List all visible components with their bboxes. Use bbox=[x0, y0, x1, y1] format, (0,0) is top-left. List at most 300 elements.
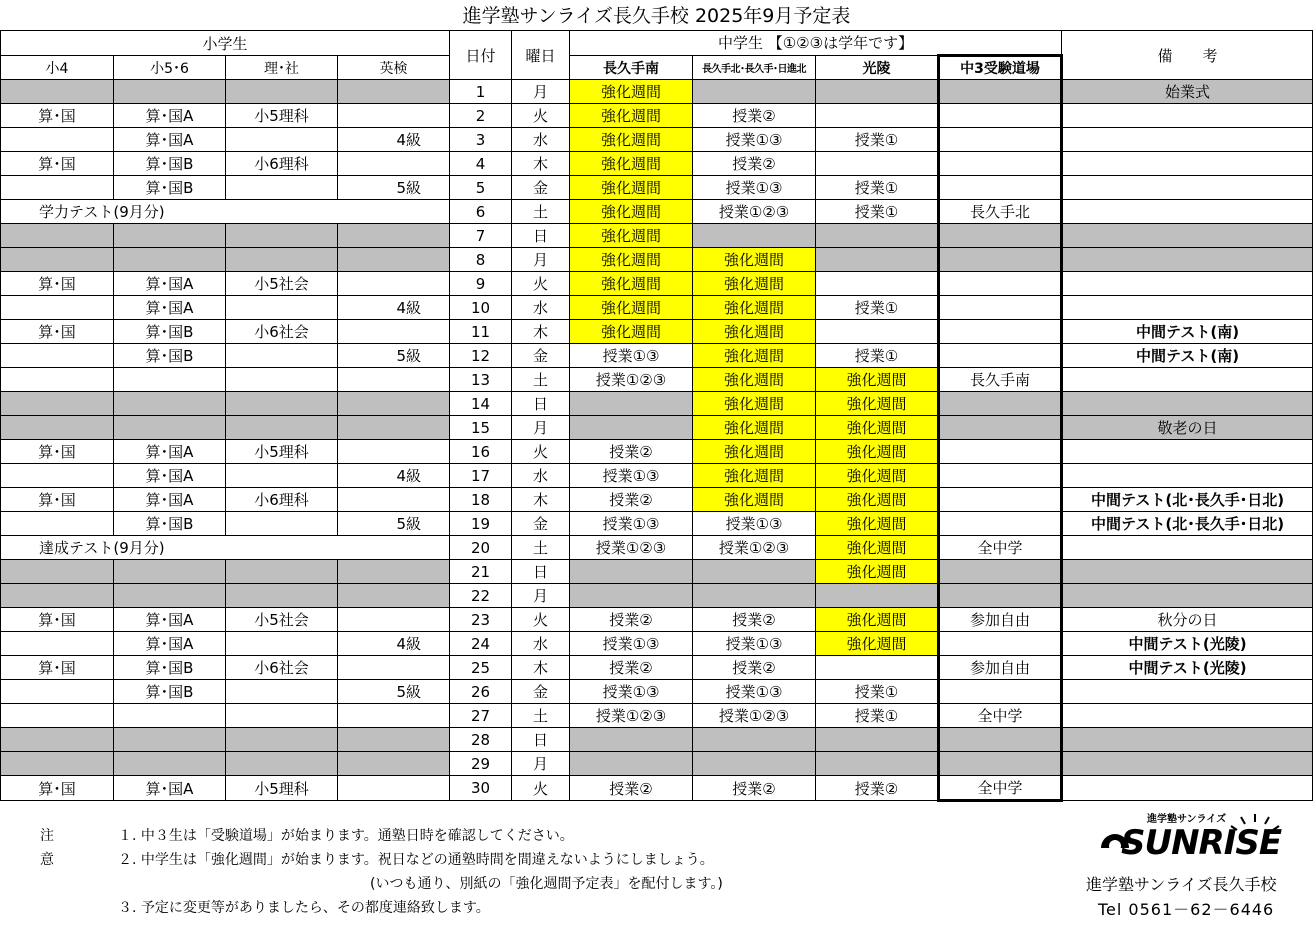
cell-rika-sha bbox=[226, 632, 338, 656]
cell-weekday: 日 bbox=[512, 392, 570, 416]
cell-date: 19 bbox=[450, 512, 512, 536]
cell-minami: 授業② bbox=[570, 488, 693, 512]
cell-kita: 授業② bbox=[693, 776, 816, 801]
cell-dojo bbox=[939, 512, 1062, 536]
cell-koryo: 授業① bbox=[816, 296, 939, 320]
cell-date: 14 bbox=[450, 392, 512, 416]
cell-koryo: 強化週間 bbox=[816, 560, 939, 584]
cell-koryo bbox=[816, 584, 939, 608]
cell-minami: 強化週間 bbox=[570, 200, 693, 224]
cell-sho56: 算･国B bbox=[114, 512, 226, 536]
cell-weekday: 日 bbox=[512, 728, 570, 752]
cell-weekday: 木 bbox=[512, 488, 570, 512]
cell-sho4: 算･国 bbox=[1, 656, 114, 680]
cell-weekday: 土 bbox=[512, 368, 570, 392]
cell-kita: 授業② bbox=[693, 608, 816, 632]
cell-date: 28 bbox=[450, 728, 512, 752]
cell-minami: 授業①②③ bbox=[570, 536, 693, 560]
schedule-row bbox=[1, 128, 1313, 152]
cell-dojo bbox=[939, 680, 1062, 704]
cell-remarks: 始業式 bbox=[1062, 80, 1313, 104]
cell-date: 16 bbox=[450, 440, 512, 464]
cell-date: 7 bbox=[450, 224, 512, 248]
cell-weekday: 金 bbox=[512, 344, 570, 368]
cell-sho56 bbox=[114, 752, 226, 776]
cell-sho4: 算･国 bbox=[1, 104, 114, 128]
cell-dojo bbox=[939, 224, 1062, 248]
cell-dojo bbox=[939, 296, 1062, 320]
cell-kita: 授業①②③ bbox=[693, 704, 816, 728]
cell-sho4 bbox=[1, 224, 114, 248]
cell-dojo bbox=[939, 488, 1062, 512]
header-date: 日付 bbox=[450, 31, 512, 80]
cell-kita: 強化週間 bbox=[693, 296, 816, 320]
cell-weekday: 火 bbox=[512, 104, 570, 128]
cell-date: 4 bbox=[450, 152, 512, 176]
cell-weekday: 日 bbox=[512, 224, 570, 248]
cell-eiken bbox=[338, 152, 450, 176]
cell-rika-sha bbox=[226, 296, 338, 320]
cell-date: 26 bbox=[450, 680, 512, 704]
cell-date: 13 bbox=[450, 368, 512, 392]
cell-kita: 強化週間 bbox=[693, 464, 816, 488]
cell-koryo: 強化週間 bbox=[816, 440, 939, 464]
cell-sho4 bbox=[1, 632, 114, 656]
cell-kita: 強化週間 bbox=[693, 368, 816, 392]
cell-eiken bbox=[338, 272, 450, 296]
cell-dojo: 長久手南 bbox=[939, 368, 1062, 392]
cell-weekday: 火 bbox=[512, 440, 570, 464]
cell-sho56 bbox=[114, 248, 226, 272]
cell-remarks bbox=[1062, 680, 1313, 704]
cell-eiken bbox=[338, 728, 450, 752]
cell-remarks: 中間テスト(光陵) bbox=[1062, 632, 1313, 656]
cell-remarks bbox=[1062, 464, 1313, 488]
cell-rika-sha: 小6社会 bbox=[226, 320, 338, 344]
cell-sho56: 算･国A bbox=[114, 440, 226, 464]
cell-dojo: 全中学 bbox=[939, 704, 1062, 728]
cell-dojo bbox=[939, 464, 1062, 488]
cell-dojo bbox=[939, 248, 1062, 272]
cell-weekday: 月 bbox=[512, 248, 570, 272]
cell-kita bbox=[693, 584, 816, 608]
cell-eiken bbox=[338, 416, 450, 440]
schedule-row bbox=[1, 176, 1313, 200]
cell-remarks bbox=[1062, 536, 1313, 560]
cell-sho4 bbox=[1, 344, 114, 368]
note-line-2: ２. 中学生は「強化週間」が始まります。祝日などの通塾時間を間違えないようにしましょう。 bbox=[118, 852, 714, 868]
cell-rika-sha bbox=[226, 416, 338, 440]
cell-sho4 bbox=[1, 368, 114, 392]
cell-eiken bbox=[338, 584, 450, 608]
cell-minami: 強化週間 bbox=[570, 248, 693, 272]
cell-sho56 bbox=[114, 728, 226, 752]
cell-kita: 授業①③ bbox=[693, 128, 816, 152]
cell-dojo bbox=[939, 176, 1062, 200]
cell-dojo bbox=[939, 560, 1062, 584]
cell-remarks bbox=[1062, 296, 1313, 320]
cell-date: 18 bbox=[450, 488, 512, 512]
cell-dojo: 参加自由 bbox=[939, 608, 1062, 632]
schedule-row bbox=[1, 272, 1313, 296]
cell-sho4: 算･国 bbox=[1, 608, 114, 632]
cell-rika-sha bbox=[226, 464, 338, 488]
cell-dojo: 長久手北 bbox=[939, 200, 1062, 224]
schedule-row bbox=[1, 344, 1313, 368]
cell-rika-sha bbox=[226, 80, 338, 104]
schedule-row bbox=[1, 104, 1313, 128]
cell-minami: 授業①②③ bbox=[570, 368, 693, 392]
cell-sho56: 算･国A bbox=[114, 272, 226, 296]
cell-date: 30 bbox=[450, 776, 512, 801]
cell-sho4: 算･国 bbox=[1, 320, 114, 344]
cell-sho56: 算･国A bbox=[114, 608, 226, 632]
cell-koryo: 強化週間 bbox=[816, 416, 939, 440]
cell-minami: 授業② bbox=[570, 776, 693, 801]
cell-remarks bbox=[1062, 704, 1313, 728]
cell-sho4 bbox=[1, 680, 114, 704]
cell-minami bbox=[570, 584, 693, 608]
cell-koryo bbox=[816, 752, 939, 776]
cell-minami: 強化週間 bbox=[570, 296, 693, 320]
cell-remarks bbox=[1062, 176, 1313, 200]
cell-sho4 bbox=[1, 464, 114, 488]
cell-kita: 強化週間 bbox=[693, 440, 816, 464]
cell-kita: 強化週間 bbox=[693, 344, 816, 368]
cell-eiken bbox=[338, 368, 450, 392]
col-koryo: 光陵 bbox=[816, 56, 939, 80]
cell-eiken bbox=[338, 488, 450, 512]
cell-sho4 bbox=[1, 584, 114, 608]
schedule-row bbox=[1, 296, 1313, 320]
cell-dojo bbox=[939, 152, 1062, 176]
cell-date: 11 bbox=[450, 320, 512, 344]
cell-remarks: 中間テスト(北･長久手･日北) bbox=[1062, 488, 1313, 512]
cell-eiken bbox=[338, 224, 450, 248]
cell-rika-sha bbox=[226, 248, 338, 272]
cell-date: 9 bbox=[450, 272, 512, 296]
cell-rika-sha bbox=[226, 584, 338, 608]
cell-eiken bbox=[338, 104, 450, 128]
schedule-row bbox=[1, 512, 1313, 536]
schedule-row bbox=[1, 464, 1313, 488]
note-line-1: １. 中３生は「受験道場」が始まります。通塾日時を確認してください。 bbox=[118, 828, 574, 844]
cell-eiken bbox=[338, 80, 450, 104]
cell-remarks bbox=[1062, 104, 1313, 128]
cell-remarks bbox=[1062, 560, 1313, 584]
cell-rika-sha bbox=[226, 344, 338, 368]
cell-weekday: 月 bbox=[512, 584, 570, 608]
cell-dojo bbox=[939, 752, 1062, 776]
cell-koryo bbox=[816, 248, 939, 272]
cell-date: 22 bbox=[450, 584, 512, 608]
cell-sho56 bbox=[114, 704, 226, 728]
cell-eiken bbox=[338, 704, 450, 728]
cell-sho4 bbox=[1, 176, 114, 200]
cell-minami: 強化週間 bbox=[570, 320, 693, 344]
cell-koryo: 強化週間 bbox=[816, 464, 939, 488]
header-junior: 中学生 【①②③は学年です】 bbox=[570, 31, 1062, 56]
cell-date: 29 bbox=[450, 752, 512, 776]
notes-label: 注意 bbox=[40, 828, 54, 868]
cell-sho56: 算･国B bbox=[114, 344, 226, 368]
cell-dojo bbox=[939, 80, 1062, 104]
cell-date: 15 bbox=[450, 416, 512, 440]
cell-kita: 強化週間 bbox=[693, 416, 816, 440]
cell-rika-sha bbox=[226, 392, 338, 416]
cell-dojo bbox=[939, 584, 1062, 608]
cell-dojo bbox=[939, 632, 1062, 656]
cell-sho56: 算･国A bbox=[114, 632, 226, 656]
cell-minami: 授業② bbox=[570, 608, 693, 632]
schedule-row bbox=[1, 776, 1313, 801]
cell-kita bbox=[693, 728, 816, 752]
cell-sho4 bbox=[1, 128, 114, 152]
cell-sho4 bbox=[1, 416, 114, 440]
schedule-row bbox=[1, 632, 1313, 656]
cell-weekday: 日 bbox=[512, 560, 570, 584]
cell-sho4: 算･国 bbox=[1, 440, 114, 464]
cell-rika-sha bbox=[226, 512, 338, 536]
cell-rika-sha: 小6理科 bbox=[226, 488, 338, 512]
cell-kita: 授業② bbox=[693, 152, 816, 176]
cell-koryo: 授業① bbox=[816, 344, 939, 368]
cell-weekday: 水 bbox=[512, 296, 570, 320]
cell-remarks: 敬老の日 bbox=[1062, 416, 1313, 440]
cell-eiken bbox=[338, 440, 450, 464]
cell-sho56 bbox=[114, 80, 226, 104]
cell-sho56 bbox=[114, 584, 226, 608]
schedule-row bbox=[1, 488, 1313, 512]
cell-date: 3 bbox=[450, 128, 512, 152]
cell-weekday: 水 bbox=[512, 464, 570, 488]
cell-date: 12 bbox=[450, 344, 512, 368]
cell-sho56: 算･国B bbox=[114, 176, 226, 200]
cell-kita: 授業② bbox=[693, 104, 816, 128]
header-remarks: 備 考 bbox=[1062, 31, 1313, 80]
cell-eiken: 5級 bbox=[338, 680, 450, 704]
cell-rika-sha bbox=[226, 224, 338, 248]
cell-koryo bbox=[816, 320, 939, 344]
cell-sho4 bbox=[1, 248, 114, 272]
cell-dojo bbox=[939, 416, 1062, 440]
cell-weekday: 水 bbox=[512, 632, 570, 656]
schedule-row bbox=[1, 440, 1313, 464]
cell-koryo: 授業① bbox=[816, 200, 939, 224]
cell-kita: 強化週間 bbox=[693, 488, 816, 512]
cell-koryo: 強化週間 bbox=[816, 368, 939, 392]
schedule-row bbox=[1, 224, 1313, 248]
cell-kita: 授業①③ bbox=[693, 632, 816, 656]
cell-weekday: 水 bbox=[512, 128, 570, 152]
schedule-row bbox=[1, 680, 1313, 704]
cell-eiken: 4級 bbox=[338, 296, 450, 320]
cell-koryo: 授業① bbox=[816, 176, 939, 200]
cell-sho4 bbox=[1, 392, 114, 416]
cell-dojo bbox=[939, 440, 1062, 464]
cell-koryo: 授業① bbox=[816, 704, 939, 728]
sunrise-logo bbox=[1095, 808, 1305, 864]
cell-eiken bbox=[338, 776, 450, 801]
cell-sho56: 算･国B bbox=[114, 152, 226, 176]
cell-remarks bbox=[1062, 248, 1313, 272]
schedule-row bbox=[1, 200, 1313, 224]
cell-weekday: 木 bbox=[512, 152, 570, 176]
cell-rika-sha bbox=[226, 680, 338, 704]
cell-kita: 授業①②③ bbox=[693, 536, 816, 560]
cell-sho4: 算･国 bbox=[1, 488, 114, 512]
logo-big-text: SUNRISE bbox=[1121, 823, 1282, 863]
cell-eiken bbox=[338, 320, 450, 344]
cell-minami: 授業①②③ bbox=[570, 704, 693, 728]
schedule-row bbox=[1, 704, 1313, 728]
cell-remarks bbox=[1062, 224, 1313, 248]
cell-minami: 強化週間 bbox=[570, 152, 693, 176]
cell-minami: 強化週間 bbox=[570, 128, 693, 152]
cell-eiken bbox=[338, 608, 450, 632]
cell-sho56: 算･国B bbox=[114, 680, 226, 704]
cell-weekday: 金 bbox=[512, 512, 570, 536]
cell-kita: 強化週間 bbox=[693, 272, 816, 296]
col-minami: 長久手南 bbox=[570, 56, 693, 80]
cell-date: 2 bbox=[450, 104, 512, 128]
cell-sho4: 算･国 bbox=[1, 152, 114, 176]
cell-sho56: 算･国B bbox=[114, 320, 226, 344]
cell-koryo: 強化週間 bbox=[816, 536, 939, 560]
cell-kita: 授業①③ bbox=[693, 512, 816, 536]
cell-rika-sha bbox=[226, 752, 338, 776]
cell-minami: 強化週間 bbox=[570, 224, 693, 248]
cell-minami: 強化週間 bbox=[570, 80, 693, 104]
schedule-row bbox=[1, 368, 1313, 392]
cell-eiken: 4級 bbox=[338, 632, 450, 656]
col-sho56: 小5･6 bbox=[114, 56, 226, 80]
schedule-row bbox=[1, 248, 1313, 272]
cell-weekday: 土 bbox=[512, 704, 570, 728]
cell-dojo bbox=[939, 728, 1062, 752]
cell-sho56 bbox=[114, 368, 226, 392]
cell-minami: 授業② bbox=[570, 656, 693, 680]
cell-date: 1 bbox=[450, 80, 512, 104]
cell-date: 24 bbox=[450, 632, 512, 656]
cell-weekday: 木 bbox=[512, 656, 570, 680]
cell-rika-sha: 小5理科 bbox=[226, 104, 338, 128]
col-dojo: 中3受験道場 bbox=[939, 56, 1062, 80]
cell-date: 8 bbox=[450, 248, 512, 272]
cell-sho4 bbox=[1, 80, 114, 104]
cell-kita: 授業② bbox=[693, 656, 816, 680]
cell-weekday: 月 bbox=[512, 416, 570, 440]
cell-rika-sha: 小5社会 bbox=[226, 272, 338, 296]
cell-date: 25 bbox=[450, 656, 512, 680]
schedule-table bbox=[0, 30, 1313, 802]
cell-eiken bbox=[338, 560, 450, 584]
cell-eiken: 4級 bbox=[338, 128, 450, 152]
cell-remarks: 中間テスト(北･長久手･日北) bbox=[1062, 512, 1313, 536]
cell-eiken bbox=[338, 392, 450, 416]
cell-remarks bbox=[1062, 272, 1313, 296]
cell-koryo: 強化週間 bbox=[816, 392, 939, 416]
cell-sho4 bbox=[1, 752, 114, 776]
cell-dojo bbox=[939, 392, 1062, 416]
cell-koryo: 強化週間 bbox=[816, 488, 939, 512]
cell-remarks bbox=[1062, 728, 1313, 752]
cell-rika-sha bbox=[226, 704, 338, 728]
schedule-row bbox=[1, 536, 1313, 560]
cell-koryo bbox=[816, 728, 939, 752]
cell-minami bbox=[570, 728, 693, 752]
cell-dojo bbox=[939, 104, 1062, 128]
cell-remarks bbox=[1062, 752, 1313, 776]
cell-weekday: 火 bbox=[512, 776, 570, 801]
cell-rika-sha: 小5理科 bbox=[226, 776, 338, 801]
cell-eiken bbox=[338, 248, 450, 272]
schedule-row bbox=[1, 608, 1313, 632]
footer-school: 進学塾サンライズ長久手校 bbox=[1086, 875, 1277, 894]
cell-sho4: 算･国 bbox=[1, 272, 114, 296]
note-line-4: ３. 予定に変更等がありましたら、その都度連絡致します。 bbox=[118, 900, 490, 916]
cell-rika-sha: 小5理科 bbox=[226, 440, 338, 464]
cell-sho4 bbox=[1, 512, 114, 536]
cell-sho56 bbox=[114, 416, 226, 440]
cell-sho56: 算･国A bbox=[114, 128, 226, 152]
cell-minami: 強化週間 bbox=[570, 176, 693, 200]
cell-sho4 bbox=[1, 296, 114, 320]
cell-kita: 授業①②③ bbox=[693, 200, 816, 224]
cell-minami: 授業①③ bbox=[570, 464, 693, 488]
cell-minami bbox=[570, 752, 693, 776]
cell-remarks bbox=[1062, 152, 1313, 176]
elementary-test-cell: 学力テスト(9月分) bbox=[1, 200, 450, 224]
cell-minami: 授業② bbox=[570, 440, 693, 464]
cell-kita bbox=[693, 224, 816, 248]
cell-remarks bbox=[1062, 584, 1313, 608]
cell-weekday: 金 bbox=[512, 680, 570, 704]
cell-date: 20 bbox=[450, 536, 512, 560]
cell-remarks: 秋分の日 bbox=[1062, 608, 1313, 632]
cell-eiken bbox=[338, 656, 450, 680]
cell-koryo bbox=[816, 272, 939, 296]
cell-dojo bbox=[939, 272, 1062, 296]
cell-date: 17 bbox=[450, 464, 512, 488]
header-elementary: 小学生 bbox=[1, 31, 450, 56]
cell-remarks bbox=[1062, 368, 1313, 392]
cell-koryo bbox=[816, 80, 939, 104]
cell-date: 27 bbox=[450, 704, 512, 728]
cell-date: 6 bbox=[450, 200, 512, 224]
col-eiken: 英検 bbox=[338, 56, 450, 80]
cell-koryo: 強化週間 bbox=[816, 608, 939, 632]
cell-koryo: 授業① bbox=[816, 128, 939, 152]
cell-kita: 授業①③ bbox=[693, 176, 816, 200]
cell-remarks bbox=[1062, 392, 1313, 416]
cell-rika-sha bbox=[226, 128, 338, 152]
cell-koryo: 強化週間 bbox=[816, 632, 939, 656]
cell-minami bbox=[570, 416, 693, 440]
header-weekday: 曜日 bbox=[512, 31, 570, 80]
cell-dojo: 全中学 bbox=[939, 776, 1062, 801]
cell-kita: 強化週間 bbox=[693, 392, 816, 416]
schedule-row bbox=[1, 152, 1313, 176]
cell-weekday: 火 bbox=[512, 272, 570, 296]
cell-dojo: 参加自由 bbox=[939, 656, 1062, 680]
cell-sho56: 算･国B bbox=[114, 656, 226, 680]
elementary-test-cell: 達成テスト(9月分) bbox=[1, 536, 450, 560]
cell-date: 23 bbox=[450, 608, 512, 632]
cell-date: 5 bbox=[450, 176, 512, 200]
cell-sho4 bbox=[1, 560, 114, 584]
schedule-row bbox=[1, 752, 1313, 776]
